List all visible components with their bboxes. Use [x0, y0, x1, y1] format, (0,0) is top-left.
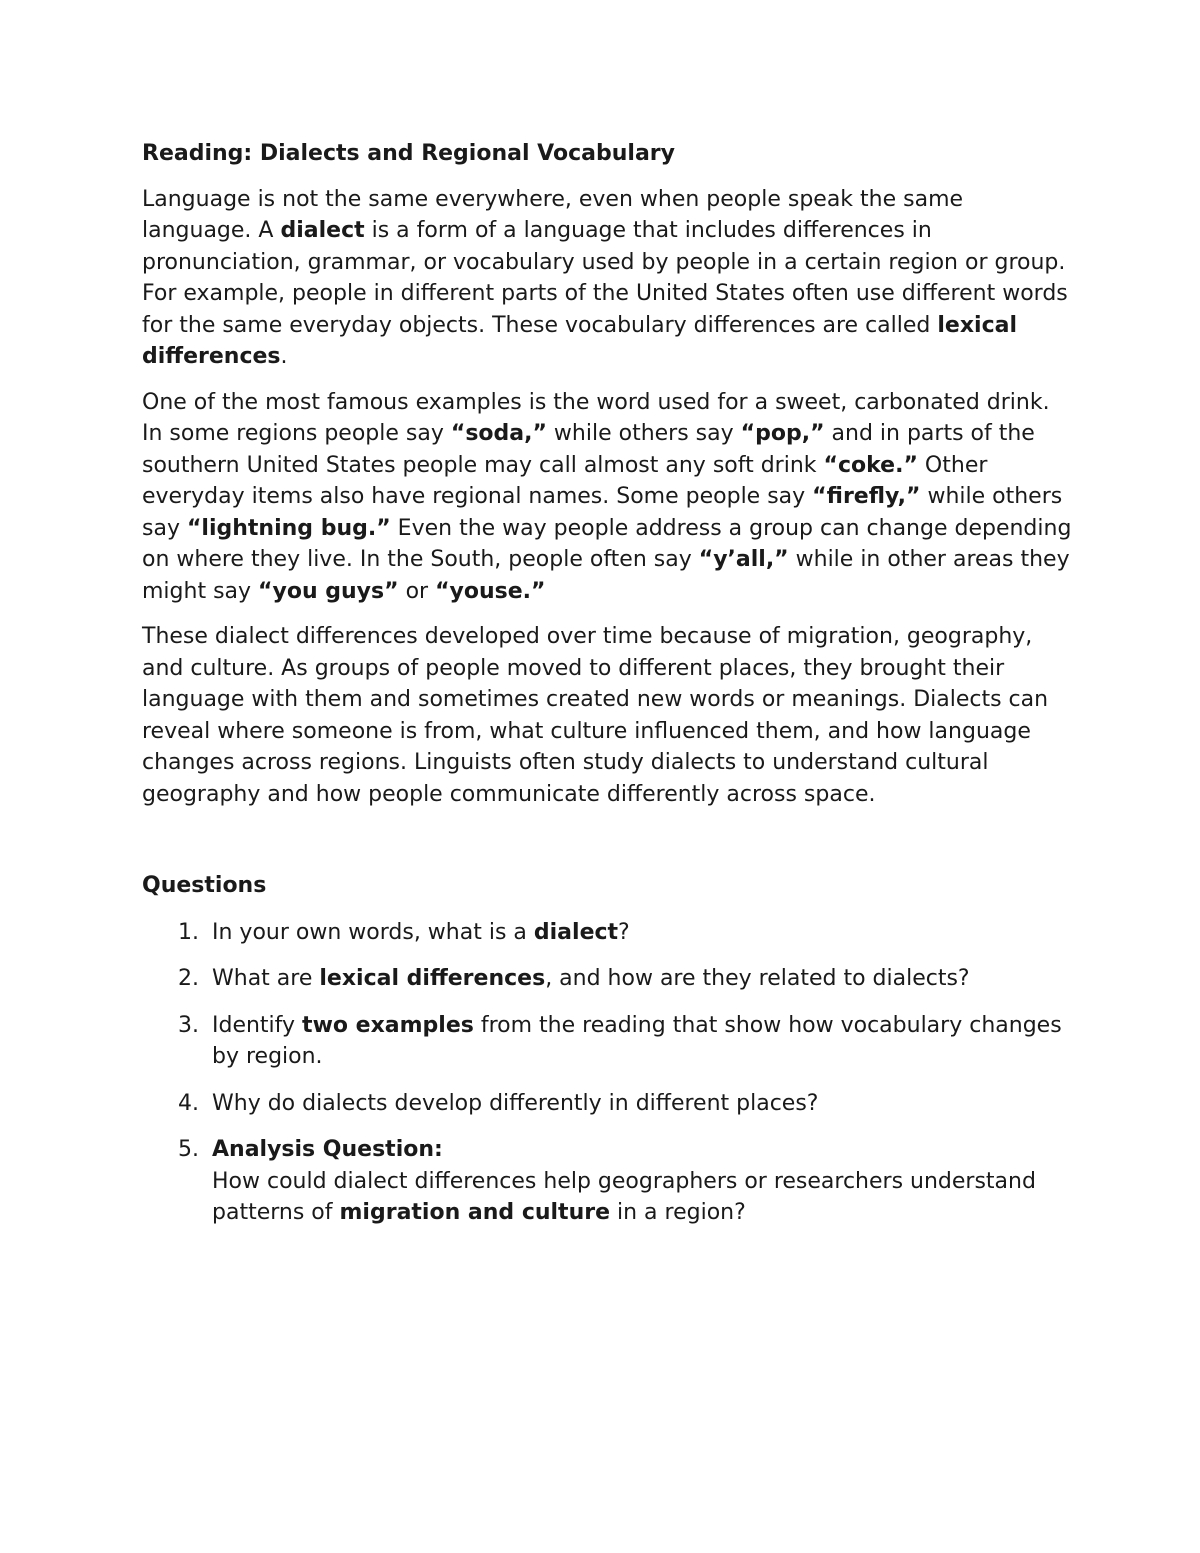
question-keyword: lexical differences — [319, 966, 546, 991]
paragraph-examples — [142, 387, 1072, 608]
question-number: 1. — [178, 919, 199, 945]
questions-list — [142, 917, 1072, 1229]
question-keyword: migration and culture — [339, 1200, 611, 1225]
example-youse: “youse.” — [435, 578, 546, 604]
question-number: 4. — [178, 1090, 199, 1116]
question-label-analysis: Analysis Question: — [212, 1137, 443, 1162]
example-pop: “pop,” — [740, 421, 825, 446]
text-run: is a form of a language that includes differences in pronunciation, grammar, or vocabulary used by people in a certain region or group. For example, people in different parts of the United States often use different words for the same everyday objects. These vocabulary differences are called — [142, 218, 1068, 338]
text-run: In your own words, what is a — [212, 919, 534, 945]
text-run: and in parts of the southern United States people may call almost any soft drink — [142, 421, 1035, 478]
example-firefly: “firefly,” — [812, 484, 921, 509]
text-run: What are — [212, 966, 320, 991]
question-item — [142, 917, 1072, 949]
question-number: 2. — [178, 966, 199, 991]
document-title: Reading: Dialects and Regional Vocabulary — [142, 141, 675, 166]
text-run: ? — [618, 919, 630, 945]
term-dialect: dialect — [280, 218, 365, 243]
text-run: or — [398, 578, 436, 604]
text-run: Other everyday items also have regional names. Some people say — [142, 452, 988, 509]
question-item — [142, 1010, 1072, 1073]
paragraph-intro — [142, 184, 1072, 373]
question-number: 5. — [178, 1137, 199, 1162]
text-run: One of the most famous examples is the word used for a sweet, carbonated drink. In some regions people say — [142, 389, 1050, 446]
question-keyword: two examples — [302, 1012, 474, 1038]
text-run: while in other areas they might say — [142, 547, 1070, 604]
example-yall: “y’all,” — [698, 547, 789, 572]
example-lightning-bug: “lightning bug.” — [186, 515, 391, 541]
section-spacer — [142, 824, 1072, 870]
question-item — [142, 963, 1072, 995]
text-run: , and how are they related to dialects? — [545, 966, 970, 991]
text-run: Language is not the same everywhere, even when people speak the same language. A — [142, 186, 964, 243]
text-run: Even the way people address a group can change depending on where they live. In the South, people often say — [142, 515, 1072, 572]
text-run: . — [280, 344, 288, 369]
text-run: How could dialect differences help geographers or researchers understand patterns of — [212, 1168, 1036, 1225]
question-item — [142, 1088, 1072, 1120]
text-run: while others say — [546, 421, 741, 446]
term-lexical-differences: lexical differences — [142, 312, 1018, 369]
text-run: Why do dialects develop differently in different places? — [212, 1090, 819, 1116]
questions-heading: Questions — [142, 873, 267, 898]
example-coke: “coke.” — [823, 452, 918, 478]
example-you-guys: “you guys” — [258, 578, 399, 604]
paragraph-development: These dialect differences developed over time because of migration, geography, and culture. As groups of people moved to different places, they brought their language with them and sometimes created new words or meanings. Dialects can reveal where someone is from, what culture influenced them, and how language changes across regions. Linguists often study dialects to understand cultural geography and how people communicate differently across space. — [142, 624, 1049, 807]
question-item — [142, 1134, 1072, 1229]
example-soda: “soda,” — [450, 421, 547, 446]
text-run: Identify — [212, 1012, 303, 1038]
question-keyword: dialect — [533, 919, 619, 945]
text-run: while others say — [142, 484, 1063, 541]
text-run: in a region? — [610, 1200, 746, 1225]
text-run: from the reading that show how vocabulary changes by region. — [212, 1012, 1062, 1069]
question-number: 3. — [178, 1012, 199, 1038]
document-page — [142, 138, 1072, 1244]
